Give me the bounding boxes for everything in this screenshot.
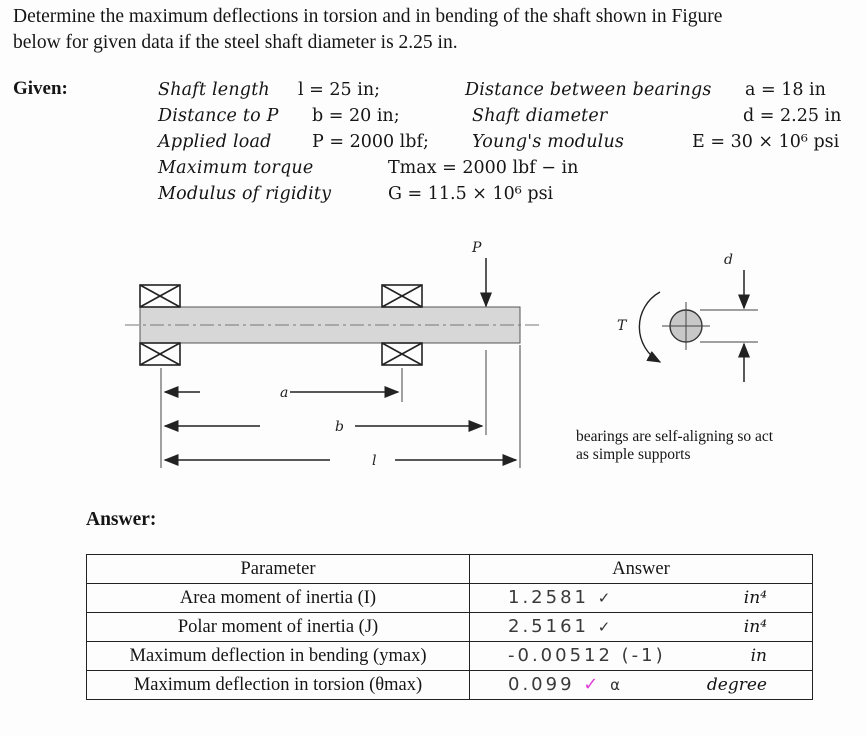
shaft-diameter-value: d = 2.25 in	[743, 106, 842, 126]
youngs-modulus-label: Young's modulus	[472, 132, 625, 152]
dim-a-label: a	[280, 385, 289, 401]
row-parameter: Area moment of inertia (I)	[87, 584, 470, 613]
applied-load-label: Applied load	[158, 132, 272, 152]
diameter-d-label: d	[724, 252, 733, 268]
header-answer: Answer	[470, 555, 813, 584]
shaft-length-label: Shaft length	[158, 80, 270, 100]
dim-b-label: b	[335, 419, 344, 435]
torque-arrow	[639, 292, 660, 362]
figure-caption: bearings are self-aligning so act as simple supports	[576, 428, 774, 463]
problem-line-2: below for given data if the steel shaft diameter is 2.25 in.	[13, 32, 458, 53]
row-unit: degree	[706, 675, 767, 695]
row-answer-cell[interactable]	[470, 671, 813, 700]
row-answer-cell[interactable]	[470, 642, 813, 671]
handwritten-answer: -0.00512 (-1)	[508, 645, 666, 666]
modulus-rigidity-value: G = 11.5 × 10⁶ psi	[388, 184, 554, 204]
shaft-diameter-label: Shaft diameter	[472, 106, 608, 126]
handwritten-answer: 2.5161 ✓	[508, 616, 611, 637]
max-torque-value: Tmax = 2000 lbf − in	[388, 158, 579, 178]
row-answer-cell[interactable]	[470, 584, 813, 613]
table-header-row	[87, 555, 813, 584]
dim-l-label: l	[372, 453, 377, 469]
check-mark-icon: ✓	[597, 589, 611, 607]
given-label: Given:	[13, 78, 68, 99]
row-unit: in⁴	[743, 617, 767, 637]
table-row	[87, 613, 813, 642]
table-row	[87, 642, 813, 671]
row-parameter: Polar moment of inertia (J)	[87, 613, 470, 642]
bearing-distance-value: a = 18 in	[745, 80, 826, 100]
row-unit: in	[750, 646, 767, 666]
youngs-modulus-value: E = 30 × 10⁶ psi	[692, 132, 840, 152]
row-unit: in⁴	[743, 588, 767, 608]
row-parameter: Maximum deflection in torsion (θmax)	[87, 671, 470, 700]
table-row	[87, 584, 813, 613]
handwritten-answer: 1.2581 ✓	[508, 587, 611, 608]
distance-to-p-value: b = 20 in;	[312, 106, 400, 126]
table-row	[87, 671, 813, 700]
shaft-length-value: l = 25 in;	[298, 80, 380, 100]
torque-t-label: T	[617, 318, 627, 334]
max-torque-label: Maximum torque	[158, 158, 314, 178]
modulus-rigidity-label: Modulus of rigidity	[158, 184, 332, 204]
alpha-mark-icon: α	[610, 676, 620, 694]
problem-statement	[13, 4, 722, 56]
handwritten-answer: 0.099 ✓ α	[508, 674, 620, 695]
pink-check-mark-icon: ✓	[583, 674, 602, 695]
header-parameter: Parameter	[87, 555, 470, 584]
row-answer-cell[interactable]	[470, 613, 813, 642]
load-p-label: P	[472, 240, 482, 256]
check-mark-icon: ✓	[597, 618, 611, 636]
bearing-distance-label: Distance between bearings	[465, 80, 712, 100]
answer-table	[86, 554, 813, 700]
answer-label: Answer:	[86, 509, 157, 530]
distance-to-p-label: Distance to P	[158, 106, 279, 126]
problem-line-1: Determine the maximum deflections in torsion and in bending of the shaft shown in Figure	[13, 6, 723, 27]
applied-load-value: P = 2000 lbf;	[312, 132, 429, 152]
row-parameter: Maximum deflection in bending (ymax)	[87, 642, 470, 671]
